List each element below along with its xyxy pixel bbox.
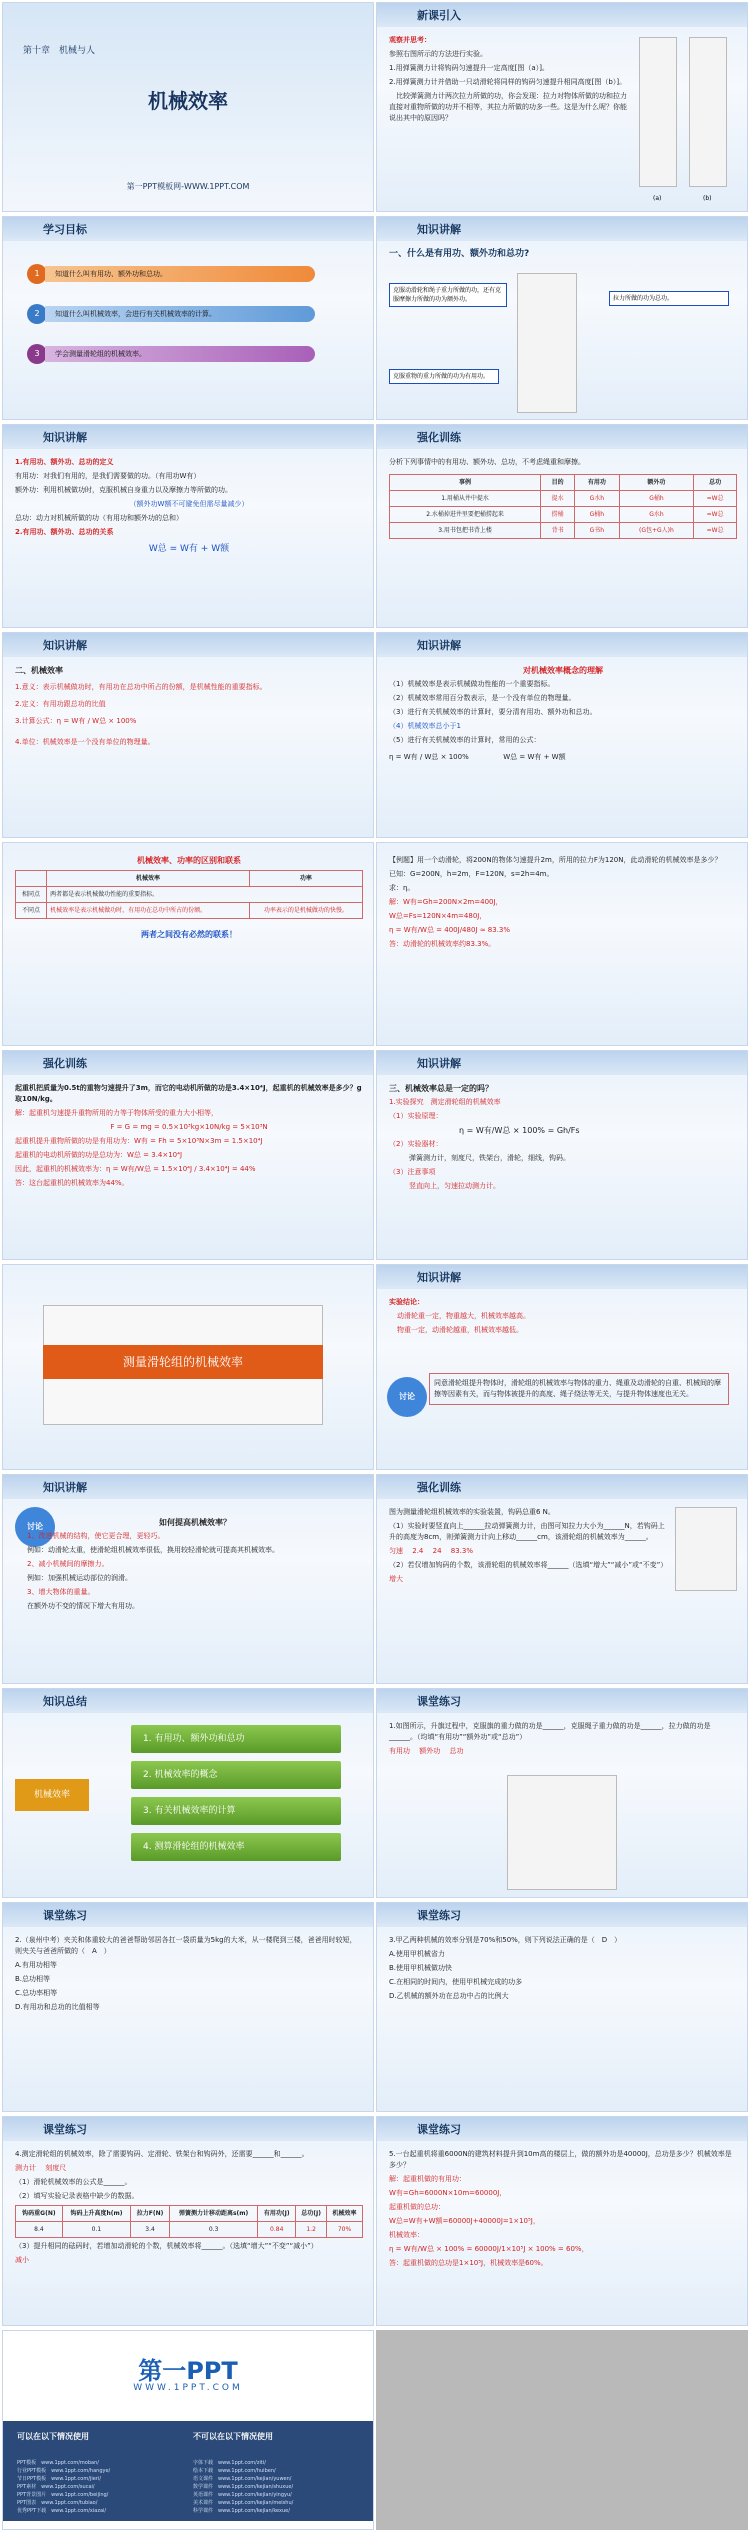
text-line: 1.用弹簧测力计将钩码匀速提升一定高度[图（a）]。 (389, 64, 549, 72)
option: D.乙机械的额外功在总功中占的比例大 (389, 1992, 509, 2000)
text-line: W总=Fs=120N×4m=480J， (389, 912, 487, 920)
text-line: （3）注意事项 (389, 1168, 436, 1176)
footer-links (17, 2459, 110, 2515)
text-line: （1）实验原理： (389, 1112, 443, 1120)
goal-number: 1 (27, 264, 47, 284)
section-title: 二、机械效率 (15, 666, 63, 675)
text-line: 在额外功不变的情况下增大有用功。 (27, 1602, 139, 1610)
slide-header (377, 1689, 747, 1713)
slide-heading: 课堂练习 (417, 1695, 461, 1708)
text-line: 机械效率： (389, 2231, 424, 2239)
slide-heading: 知识讲解 (43, 431, 87, 444)
text-line: 解：起重机做的有用功： (389, 2175, 466, 2183)
answer: 增大 (389, 1575, 403, 1583)
text-line: W总=W有+W额=60000J+40000J=1×10⁵J， (389, 2217, 540, 2225)
option: A.有用功相等 (15, 1961, 57, 1969)
slide-header (377, 1903, 747, 1927)
pulley-figure (675, 1507, 737, 1591)
slide-heading: 知识讲解 (417, 639, 461, 652)
table-cell: 背书 (541, 523, 575, 539)
table-cell: 捞桶 (541, 507, 575, 523)
slide-header (377, 425, 747, 449)
footer-col-title: 不可以在以下情况使用 (193, 2432, 273, 2441)
slide-header (3, 217, 373, 241)
footer-link[interactable]: PPT模板 www.1ppt.com/moban/ (17, 2460, 99, 2466)
table-header: 额外功 (619, 475, 694, 491)
table-cell: =W总 (694, 491, 737, 507)
table-cell: 70% (327, 2222, 363, 2238)
goal-item (13, 261, 353, 287)
slide-q3[interactable] (376, 1902, 748, 2112)
text-line: 有用功：对我们有用的，是我们需要做的功。（有用功W有） (15, 472, 201, 480)
slide-example[interactable] (376, 842, 748, 1046)
question-text: 5.一台起重机将重6000N的建筑材料提升到10m高的楼层上，做的额外功是40000J，总功是多少？机械效率是多少？ (389, 2150, 732, 2169)
slide-header (3, 1475, 373, 1499)
lead-text: 图为测量滑轮组机械效率的实验装置，钩码总重6 N。 (389, 1508, 555, 1516)
answer: 总功 (449, 1747, 464, 1755)
footer-link[interactable]: 行业PPT模板 www.1ppt.com/hangye/ (17, 2468, 111, 2474)
footer-link[interactable]: PPT图表 www.1ppt.com/tubiao/ (17, 2500, 98, 2506)
slide-summary[interactable] (2, 1688, 374, 1898)
section-title: 机械效率、功率的区别和联系 (137, 856, 241, 865)
table-header: 功率 (249, 871, 362, 887)
text-line: 解：起重机匀速提升重物所用的力等于物体所受的重力大小相等， (15, 1109, 218, 1117)
slide-header (3, 1903, 373, 1927)
text-line: 1、改进机械的结构，使它更合理，更轻巧。 (27, 1532, 165, 1540)
goal-number: 3 (27, 344, 47, 364)
lead-text: 观察并思考： (389, 36, 431, 44)
text-line: 例如：动滑轮太重，使滑轮组机械效率很低，换用较轻滑轮就可提高其机械效率。 (27, 1546, 279, 1554)
text-line: 起重机做的总功： (389, 2203, 445, 2211)
discuss-badge: 讨论 (15, 1507, 55, 1547)
table-header: 目的 (541, 475, 575, 491)
work-table (389, 474, 737, 539)
slide-efficiency[interactable] (2, 632, 374, 838)
text-line: （1）滑轮机械效率的公式是______。 (15, 2178, 132, 2186)
flag-figure (507, 1775, 617, 1890)
slide-heading: 课堂练习 (43, 1909, 87, 1922)
table-header: 有用功(J) (258, 2206, 296, 2222)
slide-heading: 新课引入 (417, 9, 461, 22)
text-line: η = W有/W总 × 100% = 60000J/1×10⁵J × 100% = 60%， (389, 2245, 589, 2253)
callout-extra-work: 克服动滑轮和绳子重力所做的功，还有克服摩擦力所做的功为额外功。 (389, 283, 507, 307)
option: A.使用甲机械省力 (389, 1950, 445, 1958)
section-title: 实验结论： (389, 1298, 424, 1306)
table-cell: 不同点 (16, 903, 47, 919)
table-header: 事例 (390, 475, 541, 491)
slide-q4[interactable] (2, 2116, 374, 2326)
table-cell: 两者都是表示机械做功性能的重要指标。 (47, 887, 363, 903)
table-header: 总功 (694, 475, 737, 491)
table-cell: 提水 (541, 491, 575, 507)
table-row (390, 491, 737, 507)
footer-links (193, 2459, 293, 2515)
text-line: 动滑轮重一定，物重越大，机械效率越高。 (397, 1312, 530, 1320)
text-line: 解：W有=Gh=200N×2m=400J， (389, 898, 503, 906)
slide-flag[interactable] (376, 1688, 748, 1898)
slide-heading: 课堂练习 (417, 2123, 461, 2136)
text-line: 答：动滑轮的机械效率约83.3%。 (389, 940, 496, 948)
text-line: 弹簧测力计，刻度尺，铁架台，滑轮，细线，钩码。 (409, 1154, 570, 1162)
text-line: 2.有用功、额外功、总功的关系 (15, 528, 114, 536)
slide-heading: 知识讲解 (43, 1481, 87, 1494)
table-cell: 相同点 (16, 887, 47, 903)
option: D.有用功和总功的比值相等 (15, 2003, 100, 2011)
slide-header (3, 425, 373, 449)
text-line: 比较弹簧测力计两次拉力所做的功，你会发现：拉力对物体所做的功和拉力直接对重物所做的功并不相等，其拉力所做的功多一些。这是为什么呢？你能说出其中的原因吗？ (389, 92, 627, 122)
text-line: 1.意义：表示机械做功时，有用功在总功中所占的份额，是机械性能的重要指标。 (15, 683, 267, 691)
slide-subtitle: 第一PPT模板网-WWW.1PPT.COM (126, 182, 250, 191)
text-line: （2）填写实验记录表格中缺少的数据。 (15, 2192, 139, 2200)
pulley-figure-b (689, 37, 727, 187)
question-text: 2.（泉州中考）夹关和体重较大的爸爸帮助邻居各扛一袋质量为5kg的大米，从一楼爬到三楼，爸爸用时较短，则夹关与爸爸所做的（ A ） (15, 1936, 357, 1955)
slide-title[interactable] (2, 2, 374, 212)
slide-q2[interactable] (2, 1902, 374, 2112)
text-line: 物重一定，动滑轮越重，机械效率越低。 (397, 1326, 523, 1334)
footer-link[interactable]: 字体下载 www.1ppt.com/ziti/ (193, 2460, 266, 2466)
summary-item: 2. 机械效率的概念 (131, 1761, 341, 1789)
question-text: （1）实验时要竖直向上______拉动弹簧测力计，由图可知拉力大小为______N，若钩码上升的高度为8cm，则弹簧测力计向上移动______cm，该滑轮组的机械效率为______。 (389, 1522, 665, 1541)
table-cell: G水h (575, 491, 620, 507)
slide-improve[interactable] (2, 1474, 374, 1684)
goal-text: 知道什么叫机械效率，会进行有关机械效率的计算。 (45, 306, 315, 322)
section-title: 三、机械效率总是一定的吗？ (389, 1084, 493, 1093)
option: C.在相同的时间内，使用甲机械完成的功多 (389, 1978, 523, 1986)
answer: 匀速 (389, 1547, 403, 1555)
slide-goals[interactable] (2, 216, 374, 420)
table-cell: 0.3 (169, 2222, 257, 2238)
formula: W总 = W有 + W额 (503, 753, 566, 761)
footer-link[interactable]: 数学课件 www.1ppt.com/kejian/shuxue/ (193, 2484, 294, 2490)
text-line: 额外功：利用机械做功时，克服机械自身重力以及摩擦力等所做的功。 (15, 486, 232, 494)
slide-heading: 强化训练 (417, 1481, 461, 1494)
table-header (16, 871, 47, 887)
table-cell: G水h (619, 507, 694, 523)
table-header: 钩码上升高度h(m) (62, 2206, 130, 2222)
text-line: （4）机械效率总小于1 (389, 722, 461, 730)
option: B.总功相等 (15, 1975, 51, 1983)
table-row (16, 2222, 363, 2238)
goal-item (13, 301, 353, 327)
slide-crane[interactable] (2, 1050, 374, 1260)
slide-heading: 知识讲解 (417, 1271, 461, 1284)
pulley-figure (517, 273, 577, 413)
table-header: 拉力F(N) (131, 2206, 170, 2222)
summary-item: 1. 有用功、额外功和总功 (131, 1725, 341, 1753)
table-cell: 1.用桶从井中提水 (390, 491, 541, 507)
text-line: 2、减小机械间的摩擦力。 (27, 1560, 109, 1568)
text-line: （2）机械效率常用百分数表示，是一个没有单位的物理量。 (389, 694, 576, 702)
text-line: η = W有/W总 = 400J/480J ≈ 83.3% (389, 926, 511, 934)
text-line: 竖直向上，匀速拉动测力计。 (409, 1182, 500, 1190)
slide-footer[interactable] (2, 2330, 374, 2530)
answer: 有用功 (389, 1747, 410, 1755)
slide-work-types[interactable] (376, 216, 748, 420)
discuss-badge: 讨论 (387, 1377, 427, 1417)
goal-number: 2 (27, 304, 47, 324)
formula: η = W有 / W总 × 100% (389, 753, 469, 761)
compare-table (15, 870, 363, 919)
compare-note: 两者之间没有必然的联系！ (141, 930, 237, 939)
answer: 24 (432, 1547, 442, 1555)
slide-practice-table[interactable] (376, 424, 748, 628)
table-row (16, 903, 363, 919)
footer-link[interactable]: 科学课件 www.1ppt.com/kejian/kexue/ (193, 2508, 290, 2514)
option: B.使用甲机械做功快 (389, 1964, 453, 1972)
table-header: 机械效率 (327, 2206, 363, 2222)
text-line: 1.有用功、额外功、总功的定义 (15, 458, 114, 466)
answer: 测力计 (15, 2164, 36, 2172)
table-cell: 1.2 (296, 2222, 327, 2238)
answer-row (389, 1546, 667, 1557)
table-cell: G桶h (575, 507, 620, 523)
footer-col-title: 可以在以下情况使用 (17, 2432, 89, 2441)
text-line: 已知：G=200N，h=2m，F=120N，s=2h=4m。 (389, 870, 554, 878)
text-line: 求：η。 (389, 884, 415, 892)
text-line: 起重机的电动机所做的功是总功为：W总 = 3.4×10⁴J (15, 1151, 183, 1159)
footer-link[interactable]: 美术课件 www.1ppt.com/kejian/meishu/ (193, 2500, 294, 2506)
footer-link[interactable]: 节日PPT模板 www.1ppt.com/jieri/ (17, 2476, 101, 2482)
table-cell: 0.84 (258, 2222, 296, 2238)
footer-link[interactable]: PPT素材 www.1ppt.com/sucai/ (17, 2484, 95, 2490)
slide-heading: 课堂练习 (417, 1909, 461, 1922)
summary-center: 机械效率 (15, 1779, 89, 1811)
slide-heading: 学习目标 (43, 223, 87, 236)
table-header: 机械效率 (47, 871, 250, 887)
slide-understanding[interactable] (376, 632, 748, 838)
slide-measure-band[interactable] (2, 1264, 374, 1470)
slide-q5[interactable] (376, 2116, 748, 2326)
footer-link[interactable]: 语文课件 www.1ppt.com/kejian/yuwen/ (193, 2476, 292, 2482)
answer: 2.4 (412, 1547, 424, 1555)
slide-header (377, 217, 747, 241)
answer: 减小 (15, 2256, 29, 2264)
slide-definitions[interactable] (2, 424, 374, 628)
brand-logo: 第一PPT (138, 2357, 238, 2385)
slide-header (377, 1475, 747, 1499)
text-line: 4.单位：机械效率是一个没有单位的物理量。 (15, 738, 155, 746)
chapter-label: 第十章 机械与人 (23, 46, 96, 56)
table-cell: =W总 (694, 523, 737, 539)
answer-row (389, 1746, 737, 1757)
figure-label-b: (b) (703, 195, 712, 202)
text-line: （额外功W额不可避免但需尽量减少） (129, 500, 249, 508)
formula: W总 = W有 + W额 (148, 544, 230, 554)
slide-compare[interactable] (2, 842, 374, 1046)
section-title: 对机械效率概念的理解 (523, 666, 603, 675)
summary-item: 3. 有关机械效率的计算 (131, 1797, 341, 1825)
table-cell: 3.4 (131, 2222, 170, 2238)
footer-panel (3, 2421, 373, 2521)
text-line: （2）实验器材： (389, 1140, 443, 1148)
slide-intro[interactable] (376, 2, 748, 212)
slide-header (377, 1051, 747, 1075)
question-text: （3）提升相同的砝码时，若增加动滑轮的个数，机械效率将______。（选填“增大”“不变”“减小”） (15, 2242, 318, 2250)
slide-experiment[interactable] (376, 1050, 748, 1260)
table-header: 钩码重G(N) (16, 2206, 63, 2222)
text-line: 2.用弹簧测力计并借助一只动滑轮将同样的钩码匀速提升相同高度[图（b）]。 (389, 78, 627, 86)
footer-link[interactable]: 英语课件 www.1ppt.com/kejian/yingyu/ (193, 2492, 292, 2498)
lead-text: 起重机把质量为0.5t的重物匀速提升了3m，而它的电动机所做的功是3.4×10⁴J，起重机的机械效率是多少？g取10N/kg。 (15, 1084, 362, 1103)
slide-heading: 强化训练 (417, 431, 461, 444)
footer-link[interactable]: PPT背景图片 www.1ppt.com/beijing/ (17, 2492, 109, 2498)
slide-heading: 知识讲解 (43, 639, 87, 652)
table-cell: 2.水桶掉进井里要把桶捞起来 (390, 507, 541, 523)
text-line: 答：起重机做的总功是1×10⁵J，机械效率是60%。 (389, 2259, 548, 2267)
text-line: 答：这台起重机的机械效率为44%。 (15, 1179, 129, 1187)
text-line: 1.实验探究 测定滑轮组的机械效率 (389, 1098, 501, 1106)
goal-text: 知道什么叫有用功、额外功和总功。 (45, 266, 315, 282)
question-text: 1.如图所示，升旗过程中，克服旗的重力做的功是______，克服绳子重力做的功是______，拉力做的功是______。（均填“有用功”“额外功”或“总功”） (389, 1722, 711, 1741)
brand-site: WWW.1PPT.COM (133, 2383, 243, 2393)
text-line: （5）进行有关机械效率的计算时，常用的公式： (389, 736, 541, 744)
footer-link[interactable]: 绘本下载 www.1ppt.com/huiben/ (193, 2468, 276, 2474)
callout-total-work: 拉力所做的功为总功。 (609, 291, 729, 306)
slide-heading: 知识讲解 (417, 223, 461, 236)
lead-text: 【例题】用一个动滑轮，将200N的物体匀速提升2m，所用的拉力F为120N，此动滑轮的机械效率是多少？ (389, 856, 722, 864)
slide-header (3, 633, 373, 657)
lead-text: 分析下列事情中的有用功、额外功、总功，不考虑绳重和摩擦。 (389, 458, 585, 466)
text-line: F = G = mg = 0.5×10³kg×10N/kg = 5×10³N (110, 1123, 268, 1131)
table-cell: 3.用书包把书背上楼 (390, 523, 541, 539)
goal-item (13, 341, 353, 367)
table-cell: 机械效率是表示机械做功时，有用功在总功中所占的份额。 (47, 903, 250, 919)
slide-main-title: 机械效率 (148, 89, 228, 113)
table-header: 总功(J) (296, 2206, 327, 2222)
slide-pulley-practice[interactable] (376, 1474, 748, 1684)
slide-heading: 知识讲解 (417, 1057, 461, 1070)
text-line: （3）进行有关机械效率的计算时，要分清有用功、额外功和总功。 (389, 708, 597, 716)
section-title: 如何提高机械效率？ (159, 1518, 231, 1527)
option: C.总功率相等 (15, 1989, 58, 1997)
text-line: 3.计算公式：η = W有 / W总 × 100% (15, 717, 137, 725)
table-cell: G桶h (619, 491, 694, 507)
slide-header (3, 2117, 373, 2141)
goal-text: 学会测量滑轮组的机械效率。 (45, 346, 315, 362)
text-line: 参照右图所示的方法进行实验。 (389, 50, 487, 58)
question-text: 3.甲乙两种机械的效率分别是70%和50%，则下列说法正确的是（ D ） (389, 1936, 622, 1944)
text-line: 2.定义：有用功跟总功的比值 (15, 700, 106, 708)
figure-label-a: (a) (653, 195, 662, 202)
table-cell: (G包+G人)h (619, 523, 694, 539)
footer-link[interactable]: 优秀PPT下载 www.1ppt.com/xiazai/ (17, 2508, 107, 2514)
text-line: 起重机提升重物所做的功是有用功为：W有 = Fh = 5×10³N×3m = 1.5×10⁴J (15, 1137, 263, 1145)
slide-heading: 知识总结 (43, 1695, 87, 1708)
slide-header (3, 1689, 373, 1713)
slide-heading: 课堂练习 (43, 2123, 87, 2136)
slide-heading: 强化训练 (43, 1057, 87, 1070)
answer: 刻度尺 (45, 2164, 67, 2172)
question-text: 一、什么是有用功、额外功和总功? (389, 249, 530, 259)
callout-useful-work: 克服重物的重力所做的功为有用功。 (389, 369, 499, 384)
pulley-figure-a (639, 37, 677, 187)
empty-slot (376, 2330, 748, 2530)
slide-conclusion[interactable] (376, 1264, 748, 1470)
table-cell: =W总 (694, 507, 737, 523)
table-row (390, 507, 737, 523)
table-cell: G书h (575, 523, 620, 539)
answer: 额外功 (419, 1747, 441, 1755)
slide-header (377, 2117, 747, 2141)
measure-band-title: 测量滑轮组的机械效率 (43, 1345, 323, 1379)
text-line: 3、增大物体的重量。 (27, 1588, 95, 1596)
text-line: 因此，起重机的机械效率为：η = W有/W总 = 1.5×10⁴J / 3.4×10⁴J = 44% (15, 1165, 256, 1173)
table-cell: 0.1 (62, 2222, 130, 2238)
slide-header (377, 633, 747, 657)
table-header: 弹簧测力计移动距离s(m) (169, 2206, 257, 2222)
table-row (16, 887, 363, 903)
formula: η = W有/W总 × 100% = Gh/Fs (459, 1126, 580, 1135)
answer: 83.3% (450, 1547, 474, 1555)
table-cell: 8.4 (16, 2222, 63, 2238)
answer-row (15, 2163, 363, 2174)
text-line: W有=Gh=6000N×10m=60000J， (389, 2189, 507, 2197)
table-cell: 功率表示的是机械做功的快慢。 (249, 903, 362, 919)
table-row (390, 523, 737, 539)
text-line: 总功：动力对机械所做的功（有用功和额外功的总和） (15, 514, 183, 522)
discuss-box: 同意滑轮组提升物体时，滑轮组的机械效率与物体的重力、绳重及动滑轮的自重、机械间的摩擦等因素有关，而与物体被提升的高度、绳子绕法等无关，与提升物体速度也无关。 (429, 1373, 729, 1405)
question-text: （2）若仅增加钩码的个数，该滑轮组的机械效率将______（选填“增大”“减小”或“不变”） (389, 1561, 668, 1569)
slide-header (377, 1265, 747, 1289)
text-line: 例如：加强机械运动部位的润滑。 (27, 1574, 132, 1582)
record-table (15, 2205, 363, 2238)
question-text: 4.测定滑轮组的机械效率，除了需要钩码、定滑轮、铁架台和钩码外，还需要______和______。 (15, 2150, 309, 2158)
slide-header (377, 3, 747, 27)
text-line: （1）机械效率是表示机械做功性能的一个重要指标。 (389, 680, 555, 688)
slide-header (3, 1051, 373, 1075)
table-header: 有用功 (575, 475, 620, 491)
summary-item: 4. 测算滑轮组的机械效率 (131, 1833, 341, 1861)
